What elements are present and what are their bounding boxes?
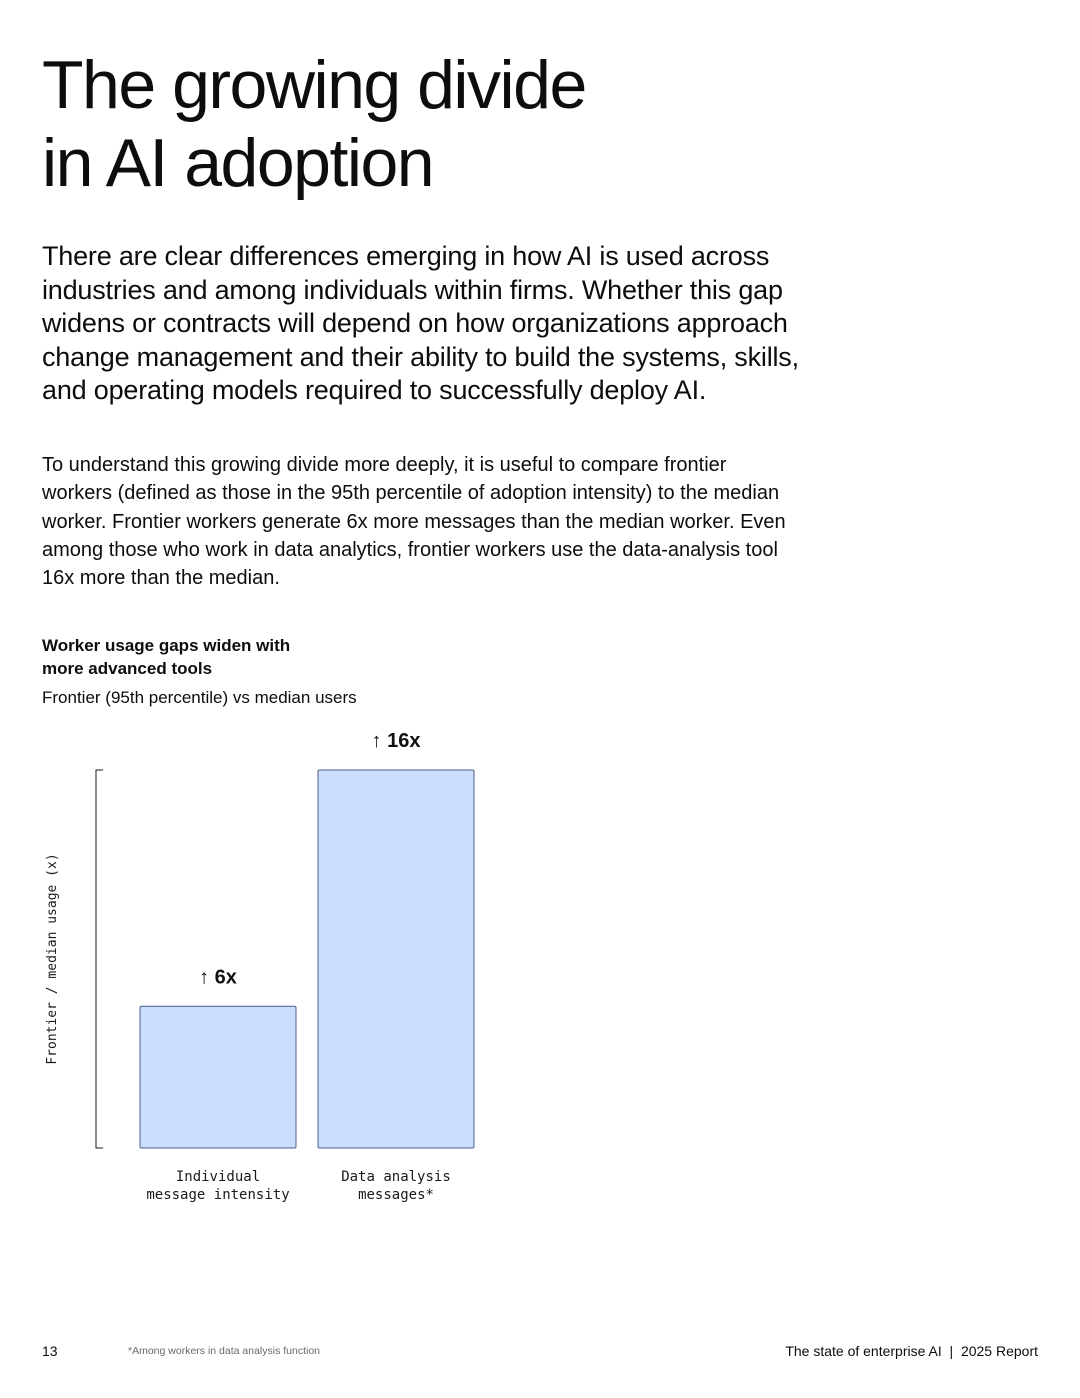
chart-title-line: Worker usage gaps widen with [42,636,291,655]
bar-2 [318,770,474,1148]
x-tick-label-2 [341,1169,451,1203]
data-label-value: 6x [214,966,237,989]
x-tick-label-line: Data analysis [341,1169,451,1185]
bar-chart [0,0,560,1230]
body-line: among those who work in data analytics, frontier workers use the data-analysis tool [42,538,778,561]
x-tick-label-line: Individual [175,1169,261,1185]
body-line: 16x more than the median. [42,567,280,590]
lede-line: There are clear differences emerging in how AI is used across [42,241,770,271]
data-label-value: 16x [387,730,421,752]
body-line: workers (defined as those in the 95th percentile of adoption intensity) to the median [42,482,780,505]
body-line: To understand this growing divide more deeply, it is useful to compare frontier [42,454,727,476]
y-axis-bracket [96,770,103,1148]
x-tick-label-line: message intensity [146,1187,290,1203]
bar-1 [140,1006,296,1148]
page-title-line: The growing divide [42,47,586,123]
lede-line: change management and their ability to build the systems, skills, [42,341,799,372]
body-line: worker. Frontier workers generate 6x more messages than the median worker. Even [42,510,786,533]
page-number: 13 [42,1343,58,1359]
x-tick-label-1 [146,1169,289,1203]
page-title-line: in AI adoption [42,125,434,201]
arrow-up-icon: ↑ [199,966,215,989]
data-label-1 [199,966,237,988]
arrow-up-icon: ↑ [371,730,388,752]
x-tick-label-line: messages* [358,1187,434,1203]
chart-subtitle: Frontier (95th percentile) vs median users [42,688,357,707]
lede-line: and operating models required to successfully deploy AI. [42,375,707,405]
footnote: *Among workers in data analysis function [128,1345,321,1357]
lede-line: industries and among individuals within firms. Whether this gap [42,274,783,305]
data-label-2 [372,730,421,752]
report-name: The state of enterprise AI | 2025 Report [785,1343,1038,1359]
lede-line: widens or contracts will depend on how organizations approach [42,308,788,338]
chart-title-line: more advanced tools [42,659,213,678]
y-axis-label: Frontier / median usage (x) [45,853,60,1065]
